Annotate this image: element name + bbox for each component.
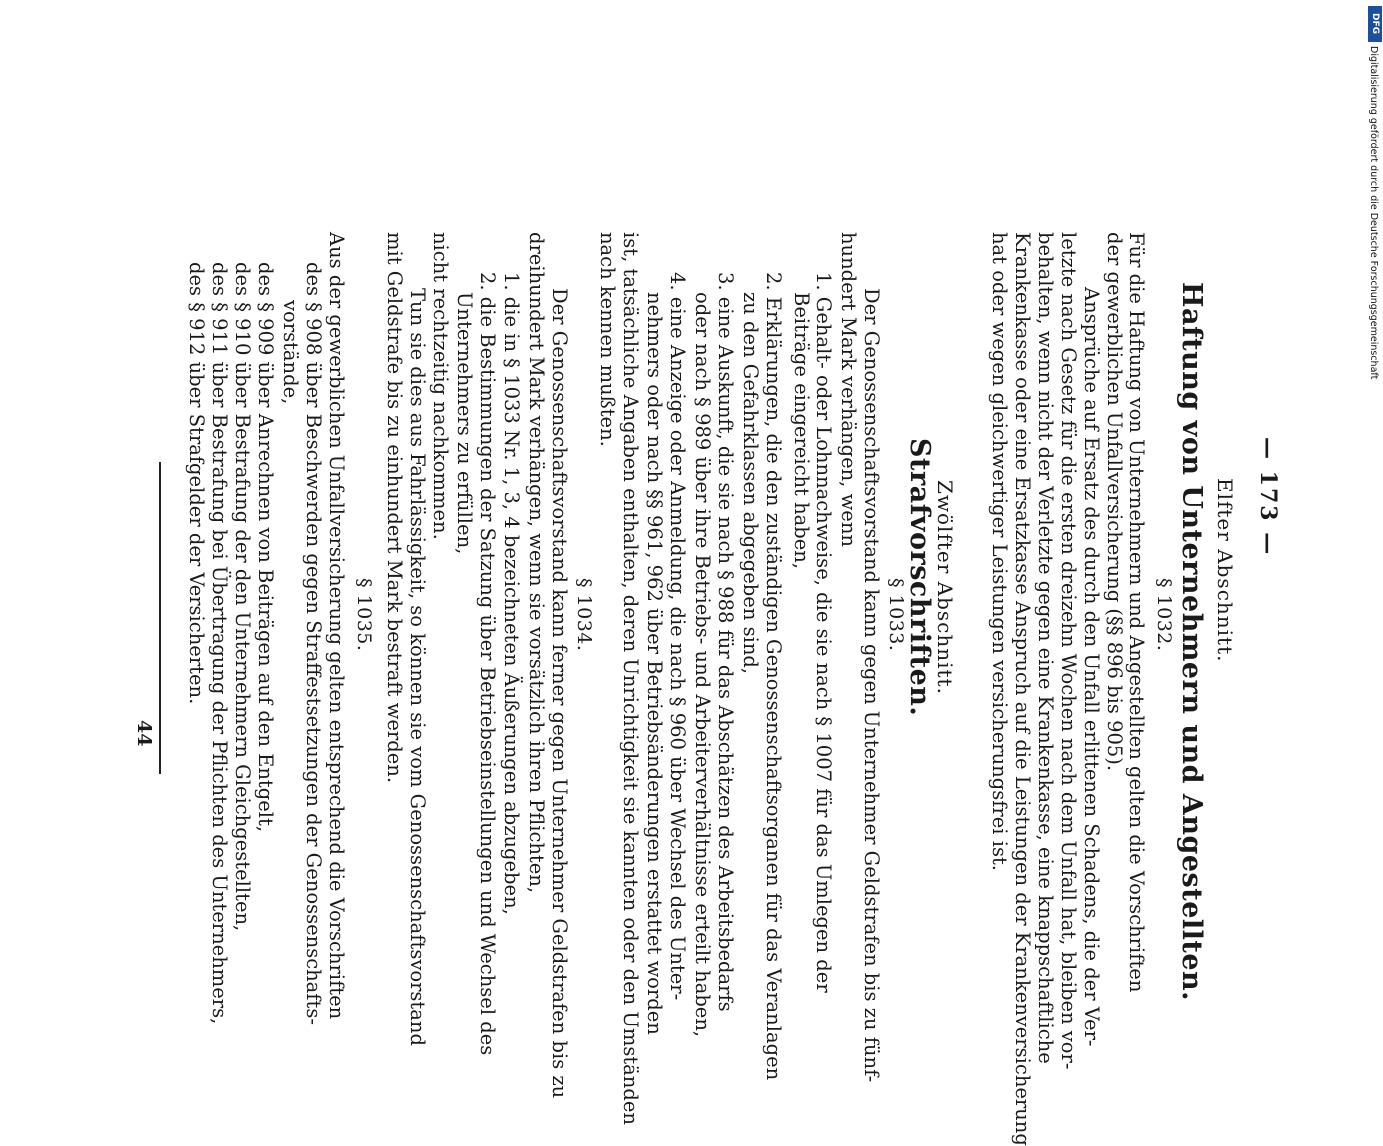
text-line-l1034b: dreihundert Mark verhängen, wenn sie vorsätzlich ihren Pflichten, — [525, 232, 548, 894]
text-line-l1035f: des § 911 über Bestrafung bei Übertragung der Pflichten des Unternehmers, — [208, 262, 231, 1025]
text-line-sec11: Elfter Abschnitt. — [1213, 478, 1237, 663]
text-line-l1034c: 1. die in § 1033 Nr. 1, 3, 4 bezeichneten Äußerungen abzugeben, — [500, 272, 523, 915]
text-line-l1033f: zu den Gefahrklassen abgegeben sind, — [739, 292, 762, 675]
text-line-l1032e: behalten, wenn nicht der Verletzte gegen eine Krankenkasse, eine knappschaftliche — [1034, 232, 1057, 1064]
text-line-l1034h: mit Geldstrafe bis zu einhundert Mark bestraft werden. — [383, 232, 406, 784]
text-line-l1034e: Unternehmers zu erfüllen, — [453, 292, 476, 555]
digitization-credit — [1367, 6, 1383, 396]
text-line-title11: Haftung von Unternehmern und Angestellten. — [1176, 282, 1207, 1002]
text-line-l1035d: des § 909 über Anrechnen von Beiträgen auf den Entgelt, — [254, 262, 277, 833]
text-line-l1032d: letzte nach Gesetz für die ersten dreizehn Wochen nach dem Unfall hat, bleiben vor- — [1057, 232, 1080, 1070]
page-signature: 44 — [133, 720, 155, 747]
text-line-l1032f: Krankenkasse oder eine Ersatzkasse Anspruch auf die Leistungen der Krankenversicherung — [1011, 232, 1034, 1146]
text-line-l1033j: nehmers oder nach §§ 961, 962 über Betriebsänderungen erstattet worden — [643, 292, 666, 1035]
text-line-l1033b: hundert Mark verhängen, wenn — [837, 232, 860, 547]
dfg-logo: DFG — [1368, 6, 1382, 42]
text-line-p1035: § 1035. — [353, 578, 375, 652]
text-line-l1035b: des § 908 über Beschwerden gegen Straffestsetzungen der Genossenschafts- — [302, 262, 325, 1025]
text-line-l1033k: ist, tatsächliche Angaben enthalten, deren Unrichtigkeit sie kannten oder den Umständen — [619, 232, 642, 1125]
text-line-l1035g: des § 912 über Strafgelder der Versicherten. — [185, 262, 208, 705]
text-line-l1033g: 3. eine Auskunft, die sie nach § 988 für das Abschätzen des Arbeitsbedarfs — [714, 272, 737, 1012]
text-line-l1033l: nach kennen mußten. — [596, 232, 619, 447]
text-line-l1035e: des § 910 über Bestrafung der den Unternehmern Gleichgestellten, — [231, 262, 254, 932]
text-line-l1033i: 4. eine Anzeige oder Anmeldung, die nach § 960 über Wechsel des Unter- — [666, 272, 689, 1001]
text-line-l1035a: Aus der gewerblichen Unfallversicherung gelten entsprechend die Vorschriften — [325, 232, 348, 1020]
text-line-l1032g: hat oder wegen gleichwertiger Leistungen versicherungsfrei ist. — [988, 232, 1011, 871]
text-line-sec12: Zwölfter Abschnitt. — [933, 480, 957, 695]
page-header: — 173 — — [1255, 437, 1281, 557]
text-line-l1034g: Tun sie dies aus Fahrlässigkeit, so können sie vom Genossenschaftsvorstand — [406, 288, 429, 1046]
text-line-l1033c: 1. Gehalt- oder Lohnnachweise, die sie nach § 1007 für das Umlegen der — [812, 272, 835, 993]
text-line-l1035c: vorstände, — [279, 300, 302, 405]
text-line-p1034: § 1034. — [573, 578, 595, 652]
text-line-l1033d: Beiträge eingereicht haben, — [790, 292, 813, 570]
text-line-l1032a: Für die Haftung von Unternehmern und Angestellten gelten die Vorschriften — [1125, 232, 1148, 993]
closing-rule — [159, 462, 161, 774]
text-line-l1033a: Der Genossenschaftsvorstand kann gegen Unternehmer Geldstrafen bis zu fünf- — [860, 288, 883, 1083]
text-line-l1032b: der gewerblichen Unfallversicherung (§§ 896 bis 905). — [1103, 232, 1126, 772]
text-line-l1034a: Der Genossenschaftsvorstand kann ferner gegen Unternehmer Geldstrafen bis zu — [548, 288, 571, 1099]
text-line-l1033h: oder nach § 989 über ihre Betriebs- und Arbeiterverhältnisse erteilt haben, — [691, 292, 714, 1038]
text-line-l1032c: Ansprüche auf Ersatz des durch den Unfall erlittenen Schadens, die der Ver- — [1080, 287, 1103, 1047]
text-line-l1034d: 2. die Bestimmungen der Satzung über Betriebseinstellungen und Wechsel des — [476, 272, 499, 1056]
text-line-l1033e: 2. Erklärungen, die den zuständigen Genossenschaftsorganen für das Veranlagen — [762, 272, 785, 1081]
text-line-title12: Strafvorschriften. — [904, 438, 935, 717]
text-line-l1034f: nicht rechtzeitig nachkommen. — [429, 232, 452, 540]
text-line-p1032: § 1032. — [1153, 578, 1175, 652]
text-line-p1033: § 1033. — [885, 578, 907, 652]
digitization-credit-text: Digitalisierung gefördert durch die Deutsche Forschungsgemeinschaft — [1368, 46, 1379, 380]
